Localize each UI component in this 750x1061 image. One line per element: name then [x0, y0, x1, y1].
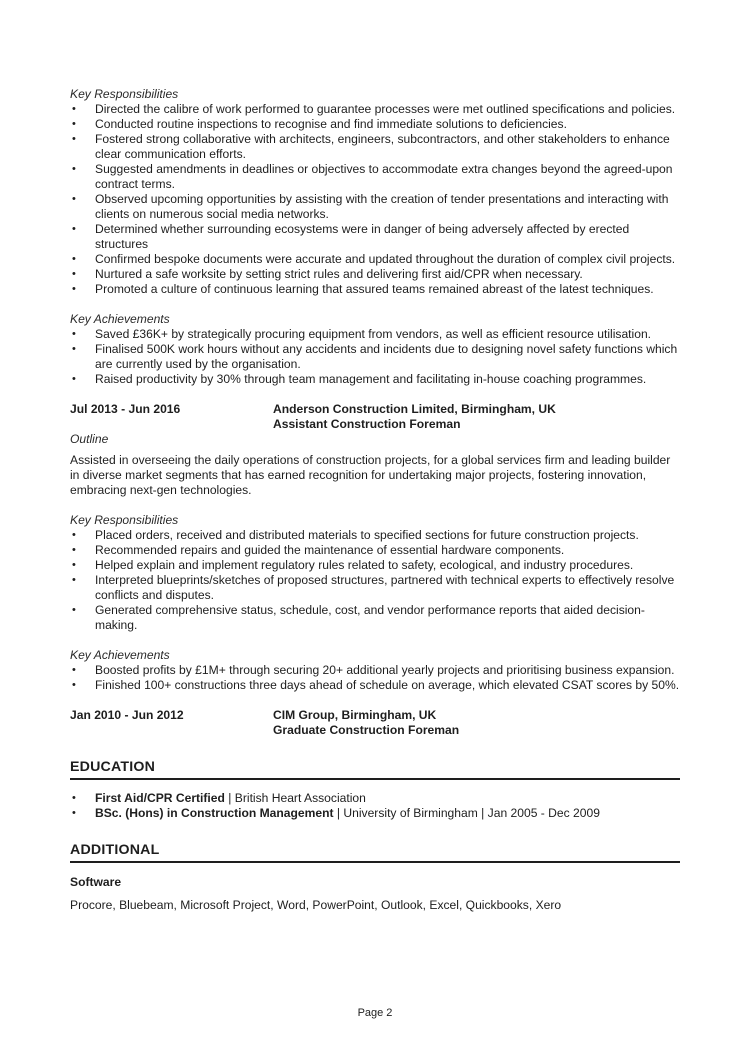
education-list	[70, 791, 680, 821]
education-item-name: BSc. (Hons) in Construction Management	[95, 806, 334, 820]
list-item: • Recommended repairs and guided the maintenance of essential hardware components.	[70, 543, 680, 558]
job2-outline-heading: Outline	[70, 432, 109, 446]
software-list: Procore, Bluebeam, Microsoft Project, Word, PowerPoint, Outlook, Excel, Quickbooks, Xero	[70, 898, 562, 912]
list-item: • Conducted routine inspections to recognise and find immediate solutions to deficiencies.	[70, 117, 680, 132]
list-item: • Finalised 500K work hours without any accidents and incidents due to designing novel safety functions which are currently used by the organisation.	[70, 342, 680, 372]
list-item: • Suggested amendments in deadlines or objectives to accommodate extra changes beyond the agreed-upon contract terms.	[70, 162, 680, 192]
page-number: Page 2	[357, 1007, 393, 1019]
job2-responsibilities-list	[70, 528, 680, 633]
software-heading: Software	[70, 875, 122, 889]
list-item: • Nurtured a safe worksite by setting strict rules and delivering first aid/CPR when necessary.	[70, 267, 680, 282]
education-heading: EDUCATION	[70, 760, 680, 780]
list-item: • Interpreted blueprints/sketches of proposed structures, partnered with technical experts to effectively resolve conflicts and disputes.	[70, 573, 680, 603]
list-item: • Determined whether surrounding ecosystems were in danger of being adversely affected by erected structures	[70, 222, 680, 252]
job2-responsibilities-heading: Key Responsibilities	[70, 513, 179, 527]
list-item: • Boosted profits by £1M+ through securing 20+ additional yearly projects and prioritising business expansion.	[70, 663, 680, 678]
list-item: • Raised productivity by 30% through team management and facilitating in-house coaching programmes.	[70, 372, 680, 387]
job2-company-block	[273, 402, 556, 432]
list-item: • Generated comprehensive status, schedule, cost, and vendor performance reports that aided decision-making.	[70, 603, 680, 633]
job3-company-block	[273, 708, 459, 738]
job3-dates: Jan 2010 - Jun 2012	[70, 708, 184, 722]
additional-heading: ADDITIONAL	[70, 843, 680, 863]
education-item-detail: | University of Birmingham | Jan 2005 - Dec 2009	[333, 806, 600, 820]
list-item: • Finished 100+ constructions three days ahead of schedule on average, which elevated CSAT scores by 50%.	[70, 678, 680, 693]
job3-company: CIM Group, Birmingham, UK	[273, 708, 437, 722]
job1-responsibilities-heading: Key Responsibilities	[70, 87, 179, 101]
list-item: • Fostered strong collaborative with architects, engineers, subcontractors, and other stakeholders to enhance clear communication efforts.	[70, 132, 680, 162]
list-item	[70, 806, 680, 821]
list-item: • Observed upcoming opportunities by assisting with the creation of tender presentations and interacting with clients on numerous social media networks.	[70, 192, 680, 222]
list-item: • Saved £36K+ by strategically procuring equipment from vendors, as well as efficient resource utilisation.	[70, 327, 680, 342]
job2-header	[70, 402, 680, 432]
job3-header	[70, 708, 680, 738]
list-item: • Promoted a culture of continuous learning that assured teams remained abreast of the latest techniques.	[70, 282, 680, 297]
list-item: • Confirmed bespoke documents were accurate and updated throughout the duration of complex civil projects.	[70, 252, 680, 267]
list-item: • Helped explain and implement regulatory rules related to safety, ecological, and industry procedures.	[70, 558, 680, 573]
job1-achievements-list	[70, 327, 680, 387]
job2-title: Assistant Construction Foreman	[273, 417, 461, 431]
job2-company: Anderson Construction Limited, Birmingham, UK	[273, 402, 556, 416]
job1-responsibilities-list	[70, 102, 680, 297]
resume-page-content	[70, 87, 680, 913]
education-item-detail: | British Heart Association	[224, 791, 366, 805]
job1-achievements-heading: Key Achievements	[70, 312, 170, 326]
list-item	[70, 791, 680, 806]
list-item: • Placed orders, received and distributed materials to specified sections for future construction projects.	[70, 528, 680, 543]
job2-dates: Jul 2013 - Jun 2016	[70, 402, 181, 416]
list-item: • Directed the calibre of work performed to guarantee processes were met outlined specifications and policies.	[70, 102, 680, 117]
job2-outline-text: Assisted in overseeing the daily operations of construction projects, for a global services firm and leading builder in diverse market segments that has earned recognition for undertaking major projects, fostering innovation, embracing next-gen technologies.	[70, 453, 671, 497]
job2-achievements-list	[70, 663, 680, 693]
education-item-name: First Aid/CPR Certified	[95, 791, 225, 805]
job2-achievements-heading: Key Achievements	[70, 648, 170, 662]
job3-title: Graduate Construction Foreman	[273, 723, 460, 737]
